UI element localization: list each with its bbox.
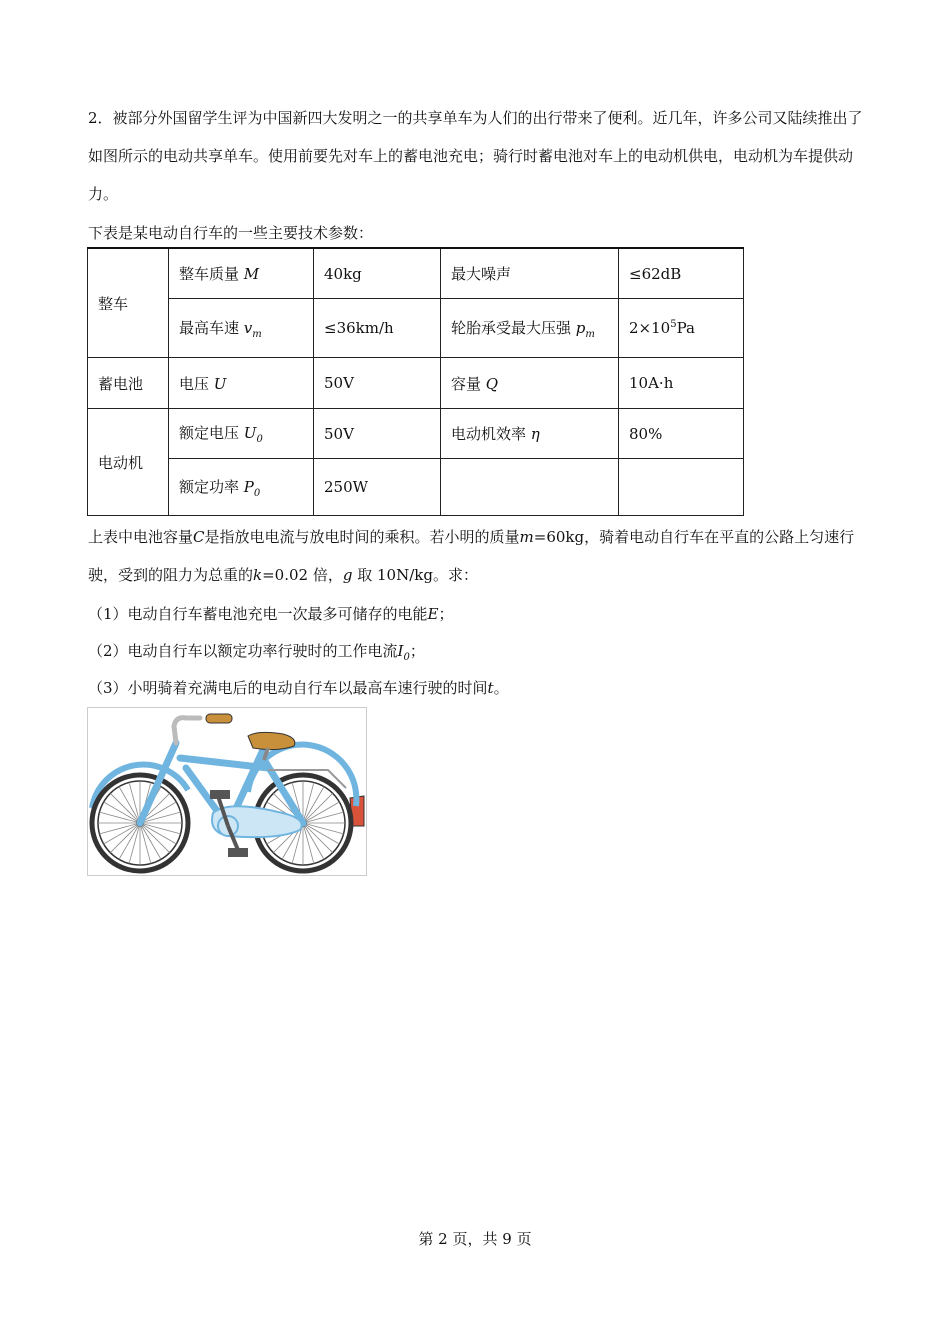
- bicycle-icon: [88, 708, 366, 875]
- value-cell: [619, 459, 744, 516]
- wheel-spoke: [303, 812, 344, 823]
- group-cell: 蓄电池: [88, 358, 169, 409]
- table-row: [88, 299, 744, 358]
- table-row: [88, 358, 744, 409]
- wheel-spoke: [140, 823, 181, 834]
- sub-question-1: （1）电动自行车蓄电池充电一次最多可储存的电能E；: [88, 605, 454, 623]
- value-cell: ≤36km/h: [314, 299, 441, 358]
- value-cell: 10A·h: [619, 358, 744, 409]
- after-table-text: 上表中电池容量C是指放电电流与放电时间的乘积。若小明的质量m=60kg，骑着电动自行车在平直的公路上匀速行驶，受到的阻力为总重的k=0.02 倍，g 取 10N/kg。求：: [88, 528, 855, 584]
- sub-question-3: （3）小明骑着充满电后的电动自行车以最高车速行驶的时间t。: [88, 679, 509, 697]
- value-cell: 50V: [314, 409, 441, 459]
- wheel-spoke: [140, 823, 151, 864]
- table-row: [88, 409, 744, 459]
- value-cell: 40kg: [314, 248, 441, 299]
- value-cell: ≤62dB: [619, 248, 744, 299]
- table-row: [88, 459, 744, 516]
- value-cell: 50V: [314, 358, 441, 409]
- wheel-spoke: [129, 823, 140, 864]
- param-cell: 最高车速 $v_m$: [169, 299, 314, 358]
- param-cell: 额定电压 $U_0$: [169, 409, 314, 459]
- group-cell: 电动机: [88, 409, 169, 516]
- wheel-spoke: [303, 823, 314, 864]
- param-cell: 最大噪声: [441, 248, 619, 299]
- value-cell: 80%: [619, 409, 744, 459]
- wheel-spoke: [99, 812, 140, 823]
- param-cell: [441, 459, 619, 516]
- value-cell: $2\times 10^5Pa$: [619, 299, 744, 358]
- param-cell: 容量 Q: [441, 358, 619, 409]
- param-cell: 电压 U: [169, 358, 314, 409]
- sub-question-2: （2）电动自行车以额定功率行驶时的工作电流$I_0$；: [88, 642, 425, 663]
- value-cell: 250W: [314, 459, 441, 516]
- group-cell: 整车: [88, 248, 169, 358]
- wheel-spoke: [129, 782, 140, 823]
- param-cell: 额定功率 $P_0$: [169, 459, 314, 516]
- spec-table: [87, 247, 744, 516]
- param-cell: 电动机效率 η: [441, 409, 619, 459]
- wheel-spoke: [303, 823, 344, 834]
- param-cell: 整车质量 M: [169, 248, 314, 299]
- wheel-spoke: [303, 782, 314, 823]
- page-footer: 第 2 页，共 9 页: [418, 1230, 532, 1248]
- wheel-spoke: [99, 823, 140, 834]
- table-row: [88, 248, 744, 299]
- bicycle-figure: [87, 707, 367, 876]
- table-caption: 下表是某电动自行车的一些主要技术参数：: [88, 224, 374, 242]
- param-cell: 轮胎承受最大压强 $p_m$: [441, 299, 619, 358]
- question-intro: 2．被部分外国留学生评为中国新四大发明之一的共享单车为人们的出行带来了便利。近几年，许多公司又陆续推出了如图所示的电动共享单车。使用前要先对车上的蓄电池充电；骑行时蓄电池对车上的电动机供电，电动机为车提供动力。: [88, 109, 863, 203]
